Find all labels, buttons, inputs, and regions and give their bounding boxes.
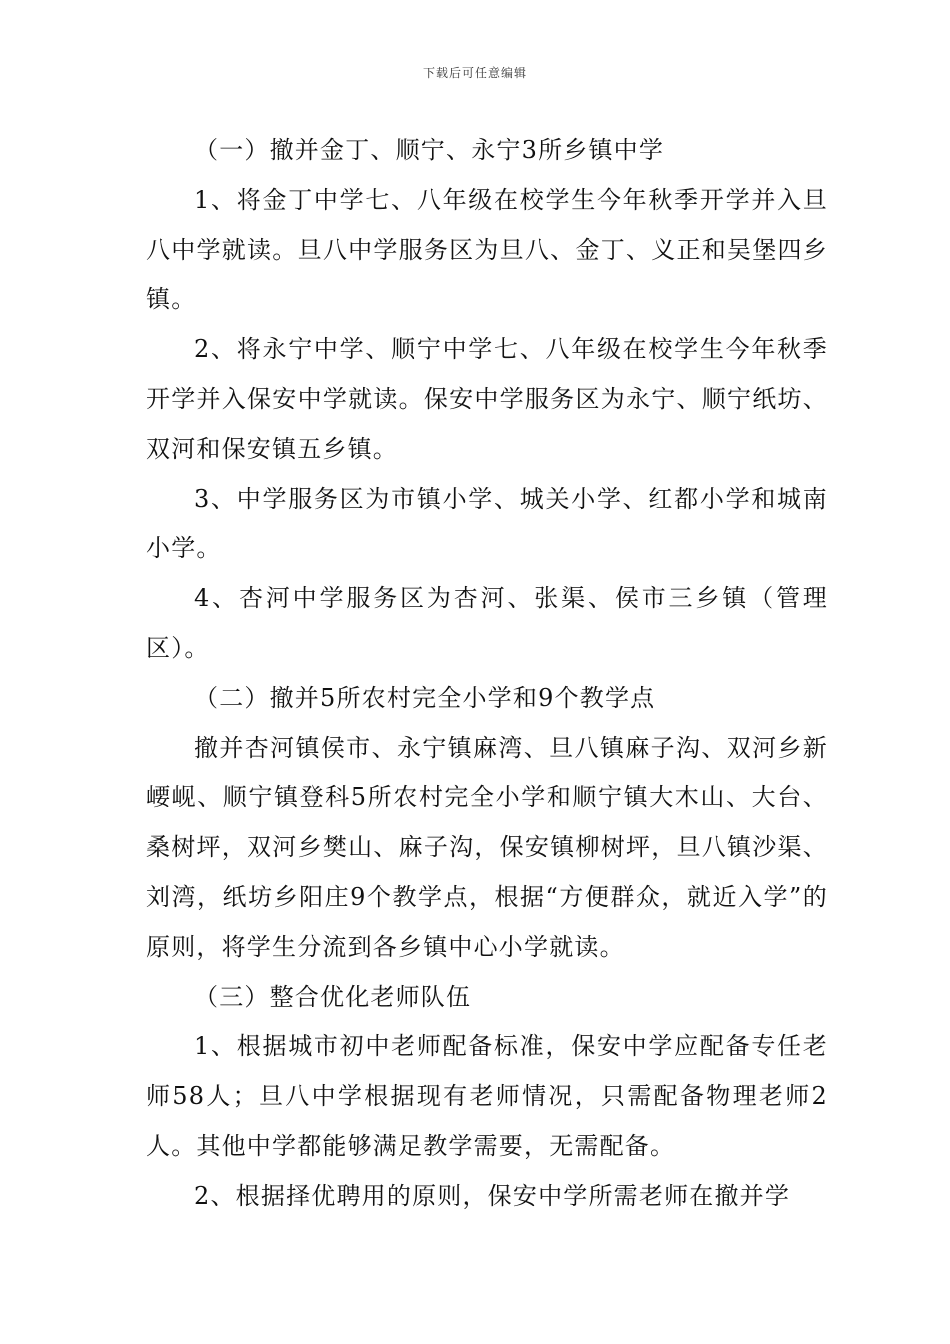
paragraph-1: 1、将金丁中学七、八年级在校学生今年秋季开学并入旦八中学就读。旦八中学服务区为旦八、金丁、义正和吴堡四乡镇。: [146, 185, 828, 314]
paragraph-7: 2、根据择优聘用的原则，保安中学所需老师在撤并学: [194, 1181, 791, 1210]
paragraph-3: 3、中学服务区为市镇小学、城关小学、红都小学和城南小学。: [146, 484, 828, 563]
section-heading-3: （三）整合优化老师队伍: [194, 982, 472, 1011]
paragraph-6: 1、根据城市初中老师配备标准，保安中学应配备专任老师58人；旦八中学根据现有老师情况，只需配备物理老师2人。其他中学都能够满足教学需要，无需配备。: [146, 1032, 828, 1160]
section-heading-2: （二）撤并5所农村完全小学和9个教学点: [194, 683, 656, 712]
section-heading-1: （一）撤并金丁、顺宁、永宁3所乡镇中学: [194, 136, 665, 164]
paragraph-5: 撤并杏河镇侯市、永宁镇麻湾、旦八镇麻子沟、双河乡新崾岘、顺宁镇登科5所农村完全小学和顺宁镇大木山、大台、桑树坪，双河乡樊山、麻子沟，保安镇柳树坪，旦八镇沙渠、刘湾，纸坊乡阳庄9个教学点，根据“方便群众，就近入学”的原则，将学生分流到各乡镇中心小学就读。: [146, 733, 828, 961]
document-body: [146, 126, 828, 1222]
paragraph-2: 2、将永宁中学、顺宁中学七、八年级在校学生今年秋季开学并入保安中学就读。保安中学服务区为永宁、顺宁纸坊、双河和保安镇五乡镇。: [146, 335, 828, 463]
paragraph-4: 4、杏河中学服务区为杏河、张渠、侯市三乡镇（管理区）。: [146, 584, 828, 662]
page-header: 下载后可任意编辑: [422, 66, 527, 80]
